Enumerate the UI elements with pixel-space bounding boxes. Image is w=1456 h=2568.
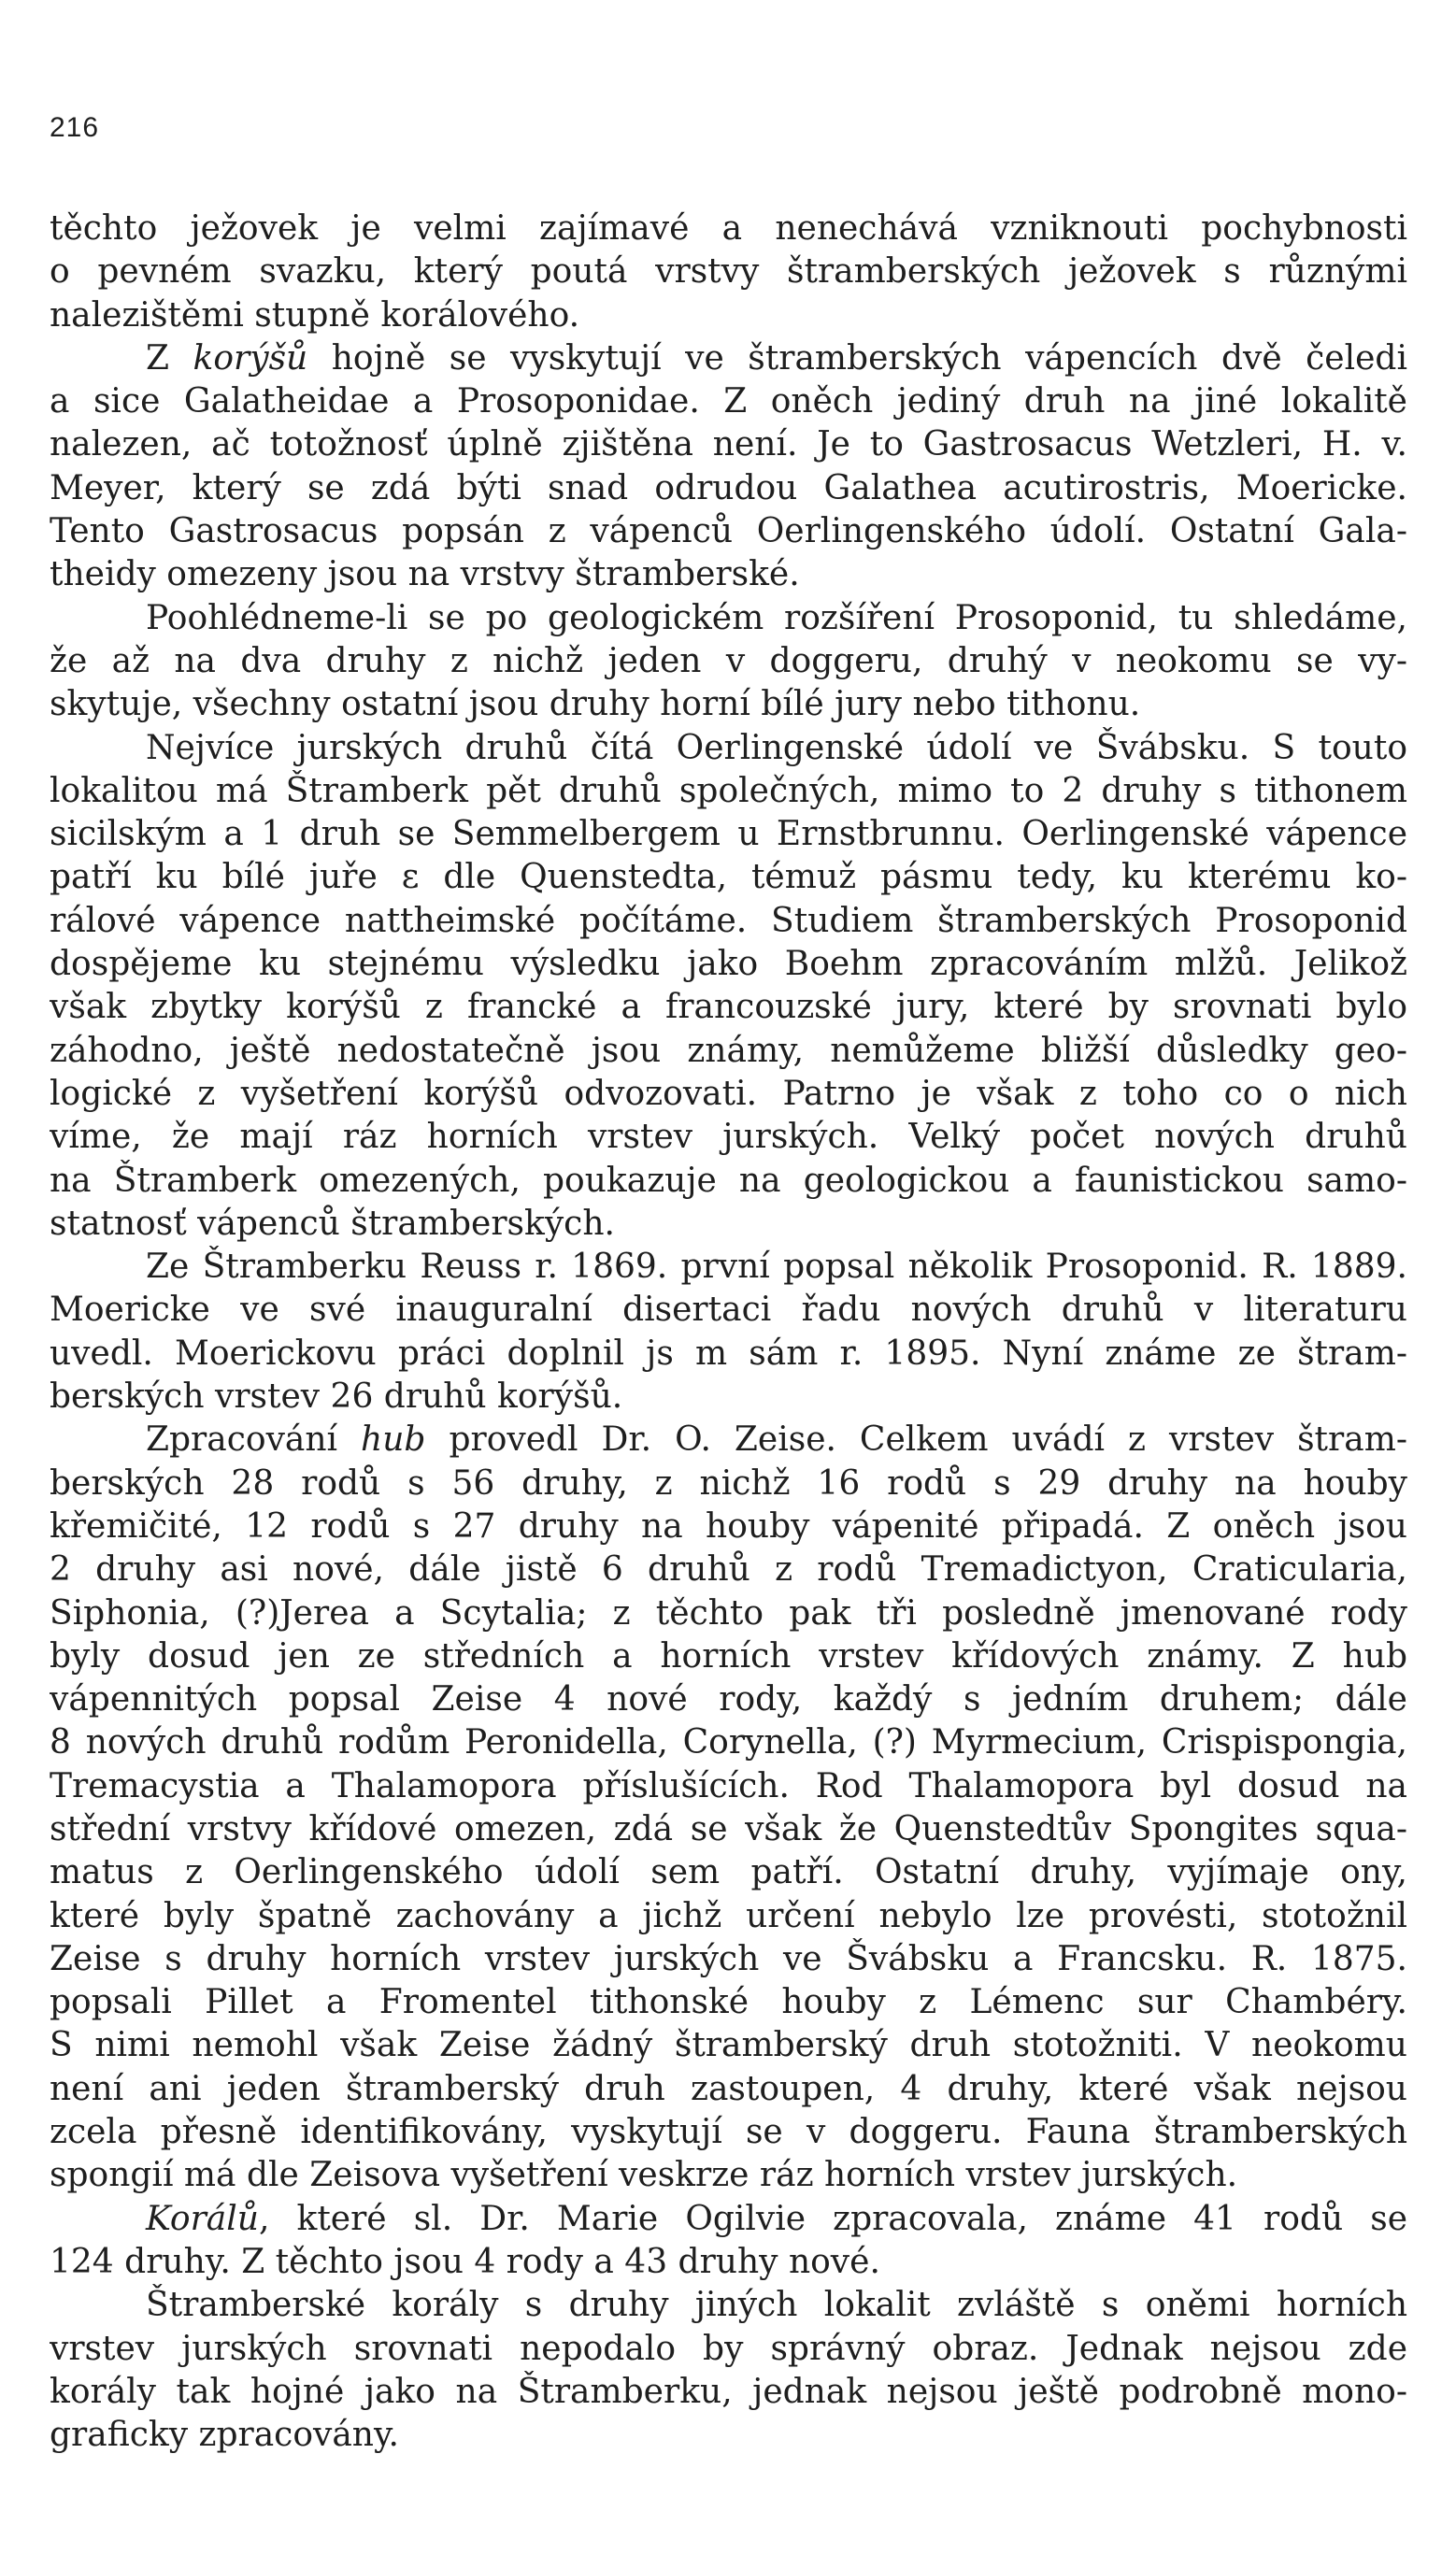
line-text: provedl Dr. O. Zeise. Celkem uvádí z vrstev štram-	[425, 1420, 1407, 1460]
text-line: nalezen, ač totožnosť úplně zjištěna není. Je to Gastrosacus Wetzleri, H. v.	[50, 425, 1407, 464]
text-line: berských 28 rodů s 56 druhy, z nichž 16 rodů s 29 druhy na houby	[50, 1463, 1407, 1503]
text-line: Poohlédneme-li se po geologickém rozšíření Prosoponid, tu shledáme,	[146, 598, 1407, 637]
line-text: hojně se vyskytují ve štramberských vápencích dvě čeledi	[307, 338, 1407, 378]
text-line: že až na dva druhy z nichž jeden v doggeru, druhý v neokomu se vy-	[50, 641, 1407, 680]
text-line: Siphonia, (?)Jerea a Scytalia; z těchto pak tři posledně jmenované rody	[50, 1593, 1407, 1633]
text-line: korály tak hojné jako na Štramberku, jednak nejsou ještě podrobně mono-	[50, 2372, 1407, 2411]
text-line	[50, 1419, 1407, 1462]
text-line: 8 nových druhů rodům Peronidella, Corynella, (?) Myrmecium, Crispispongia,	[50, 1723, 1407, 1762]
text-line: není ani jeden štramberský druh zastoupen, 4 druhy, které však nejsou	[50, 2069, 1407, 2108]
text-line: uvedl. Moerickovu práci doplnil js m sám r. 1895. Nyní známe ze štram-	[50, 1334, 1407, 1373]
text-line: theidy omezeny jsou na vrstvy štramberské.	[50, 555, 800, 594]
text-line: spongií má dle Zeisova vyšetření veskrze ráz horních vrstev jurských.	[50, 2156, 1238, 2195]
text-line: graficky zpracovány.	[50, 2416, 399, 2455]
document-body	[50, 207, 1407, 2457]
text-line: na Štramberk omezených, poukazuje na geologickou a faunistickou samo-	[50, 1161, 1407, 1200]
text-line: dospějeme ku stejnému výsledku jako Boehm zpracováním mlžů. Jelikož	[50, 945, 1407, 984]
text-line: však zbytky korýšů z francké a francouzské jury, které by srovnati bylo	[50, 988, 1407, 1027]
paragraph	[50, 337, 1407, 597]
italic-term: Korálů	[146, 2199, 259, 2238]
text-line: a sice Galatheidae a Prosoponidae. Z oněch jediný druh na jiné lokalitě	[50, 382, 1407, 421]
italic-term: korýšů	[193, 338, 308, 378]
text-line: Moericke ve své inauguralní disertaci řadu nových druhů v literaturu	[50, 1291, 1407, 1330]
text-line: matus z Oerlingenského údolí sem patří. Ostatní druhy, vyjímaje ony,	[50, 1853, 1407, 1892]
text-line: skytuje, všechny ostatní jsou druhy horní bílé jury nebo tithonu.	[50, 685, 1141, 724]
paragraph	[50, 1246, 1407, 1419]
text-line: 124 druhy. Z těchto jsou 4 rody a 43 druhy nové.	[50, 2242, 880, 2281]
text-line: patří ku bílé juře ε dle Quenstedta, témuž pásmu tedy, ku kterému ko-	[50, 858, 1407, 897]
text-line: které byly špatně zachovány a jichž určení nebylo lze provésti, stotožnil	[50, 1896, 1407, 1935]
paragraph	[50, 2284, 1407, 2457]
lead-text: Z	[146, 338, 193, 378]
paragraph	[50, 207, 1407, 337]
text-line: Meyer, který se zdá býti snad odrudou Galathea acutirostris, Moericke.	[50, 468, 1407, 507]
page-number: 216	[50, 112, 100, 143]
text-line: křemičité, 12 rodů s 27 druhy na houby vápenité připadá. Z oněch jsou	[50, 1506, 1407, 1546]
text-line: zcela přesně identifikovány, vyskytují se v doggeru. Fauna štramberských	[50, 2113, 1407, 2152]
text-line: popsali Pillet a Fromentel tithonské houby z Lémenc sur Chambéry.	[50, 1983, 1407, 2022]
text-line: byly dosud jen ze středních a horních vrstev křídových známy. Z hub	[50, 1636, 1407, 1676]
text-line: statnosť vápenců štramberských.	[50, 1204, 615, 1243]
text-line: víme, že mají ráz horních vrstev jurských. Velký počet nových druhů	[50, 1118, 1407, 1157]
text-line: vápennitých popsal Zeise 4 nové rody, každý s jedním druhem; dále	[50, 1680, 1407, 1719]
text-line: o pevném svazku, který poutá vrstvy štramberských ježovek s různými	[50, 252, 1407, 292]
text-line	[50, 2198, 1407, 2241]
paragraph	[50, 1419, 1407, 2197]
line-text: , které sl. Dr. Marie Ogilvie zpracovala, známe 41 rodů se	[258, 2199, 1407, 2238]
text-line: berských vrstev 26 druhů korýšů.	[50, 1377, 623, 1417]
text-line: vrstev jurských srovnati nepodalo by správný obraz. Jednak nejsou zde	[50, 2329, 1407, 2368]
text-line: lokalitou má Štramberk pět druhů společných, mimo to 2 druhy s tithonem	[50, 771, 1407, 810]
text-line: sicilským a 1 druh se Semmelbergem u Ernstbrunnu. Oerlingenské vápence	[50, 815, 1407, 854]
text-line: Tremacystia a Thalamopora příslušících. Rod Thalamopora byl dosud na	[50, 1766, 1407, 1805]
text-line: S nimi nemohl však Zeise žádný štramberský druh stotožniti. V neokomu	[50, 2026, 1407, 2065]
text-line: Ze Štramberku Reuss r. 1869. první popsal několik Prosoponid. R. 1889.	[146, 1248, 1407, 1287]
paragraph	[50, 2198, 1407, 2285]
text-line: Nejvíce jurských druhů čítá Oerlingenské údolí ve Švábsku. S touto	[146, 728, 1407, 767]
lead-text: Zpracování	[146, 1420, 362, 1460]
paragraph	[50, 727, 1407, 1247]
text-line: střední vrstvy křídové omezen, zdá se však že Quenstedtův Spongites squa-	[50, 1809, 1407, 1848]
text-line	[50, 337, 1407, 380]
italic-term: hub	[361, 1420, 426, 1460]
text-line: nalezištěmi stupně korálového.	[50, 295, 580, 335]
text-line: Štramberské korály s druhy jiných lokalit zvláště s oněmi horních	[146, 2286, 1407, 2325]
text-line: záhodno, ještě nedostatečně jsou známy, nemůžeme bližší důsledky geo-	[50, 1031, 1407, 1070]
text-line: 2 druhy asi nové, dále jistě 6 druhů z rodů Tremadictyon, Craticularia,	[50, 1550, 1407, 1590]
text-line: Tento Gastrosacus popsán z vápenců Oerlingenského údolí. Ostatní Gala-	[50, 512, 1407, 551]
paragraph	[50, 597, 1407, 727]
text-line: těchto ježovek je velmi zajímavé a nenechává vzniknouti pochybnosti	[50, 209, 1407, 248]
text-line: Zeise s druhy horních vrstev jurských ve Švábsku a Francsku. R. 1875.	[50, 1939, 1407, 1978]
text-line: rálové vápence nattheimské počítáme. Studiem štramberských Prosoponid	[50, 901, 1407, 940]
text-line: logické z vyšetření korýšů odvozovati. Patrno je však z toho co o nich	[50, 1074, 1407, 1113]
